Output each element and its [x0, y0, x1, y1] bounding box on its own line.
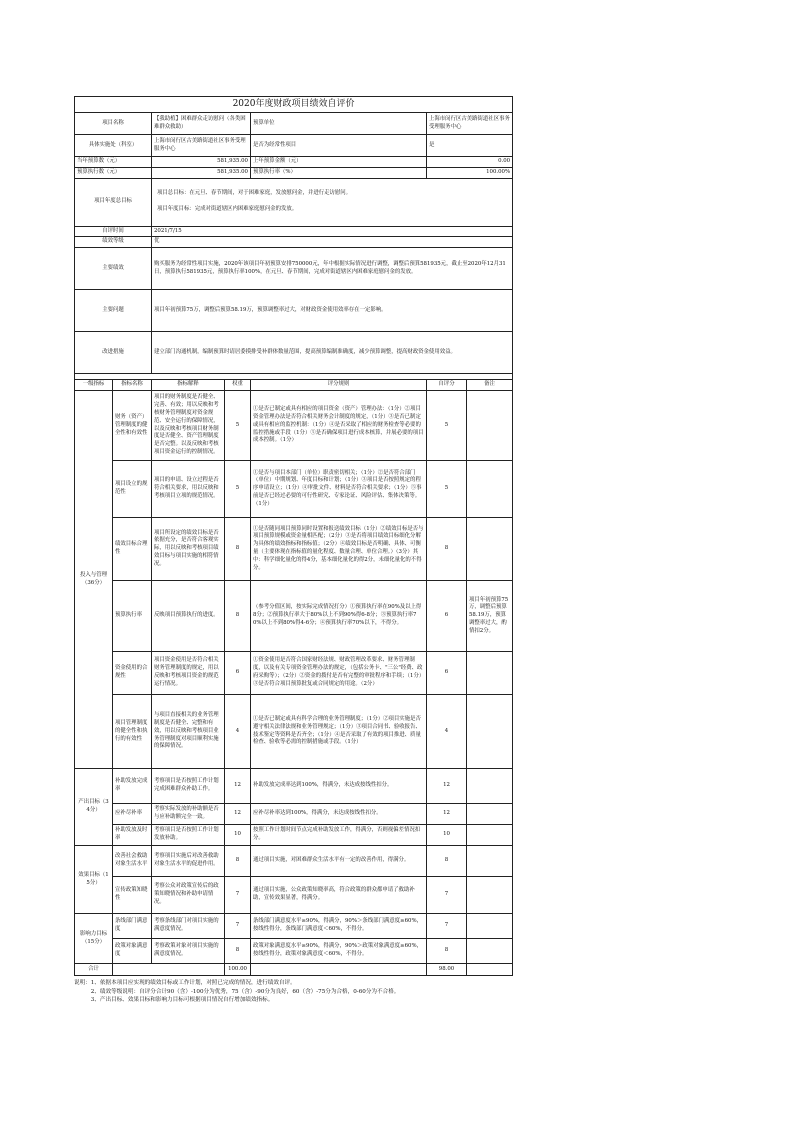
header-indicator: 指标名称 [113, 380, 152, 391]
indicator-score: 5 [427, 391, 467, 461]
page-title: 2020年度财政项目绩效自评价 [75, 97, 513, 113]
indicator-row [75, 825, 513, 846]
note-line: 说明：1、依据本项目应实现的绩效目标或工作计划，对照已完成的情况，进行绩效自评。 [74, 980, 296, 987]
indicator-explain: 考察实际发放的补助额是否与应补助额完全一致。 [152, 804, 225, 825]
indicator-row [75, 846, 513, 877]
indicator-remark [467, 461, 513, 518]
total-weight: 100.00 [225, 964, 251, 976]
total-blank [467, 964, 513, 976]
indicator-remark [467, 518, 513, 581]
indicator-remark [467, 825, 513, 846]
exec-rate-label: 预算执行率（%） [251, 167, 427, 178]
indicator-remark [467, 939, 513, 964]
indicator-rule: 条线部门满意度水平≥90%，得满分，90%＞条线部门满意度≥60%，按线性得分，条线部门满意度＜60%，不得分。 [251, 914, 427, 939]
indicator-name: 资金使用的合规性 [113, 652, 152, 695]
grade-value: 优 [152, 237, 513, 248]
indicator-explain: 项目资金使用是否符合相关财务管理制度的规定，用以反映和考核项目资金的规范运行情况。 [152, 652, 225, 695]
evaluation-sheet [74, 96, 512, 1005]
grade-label: 绩效等级 [75, 237, 152, 248]
recurring-value: 是 [427, 135, 513, 157]
note-line: 2、绩效等级说明：自评分合计90（含）-100分为优秀，75（含）-90分为良好，60（含）-75分为合格，0-60分为不合格。 [74, 988, 400, 995]
indicator-name: 财务（资产）管理制度的健全性和有效性 [113, 391, 152, 461]
improve-label: 改进措施 [75, 332, 152, 374]
indicator-row [75, 518, 513, 581]
budget-unit-value: 上海市闵行区古美路街道社区事务受理服务中心 [427, 113, 513, 135]
indicator-score: 5 [427, 461, 467, 518]
indicator-name: 绩效目标合理性 [113, 518, 152, 581]
indicator-explain: 反映项目预算执行的进度。 [152, 581, 225, 652]
indicator-row [75, 939, 513, 964]
indicator-score: 10 [427, 825, 467, 846]
total-blank [113, 964, 225, 976]
indicator-remark [467, 804, 513, 825]
indicator-remark [467, 695, 513, 769]
indicator-remark [467, 769, 513, 804]
indicator-explain: 与项目直接相关的业务管理制度是否健全、完整和有效，用以反映和考核项目业务管理制度对项目顺利实施的保障情况。 [152, 695, 225, 769]
indicator-explain: 项目的申请、设立过程是否符合相关要求，用以反映和考核项目立项的规范情况。 [152, 461, 225, 518]
eval-time-value: 2021/7/15 [152, 226, 513, 237]
indicator-weight: 8 [225, 518, 251, 581]
header-weight: 权重 [225, 380, 251, 391]
main-perf-value: 购买服务为经常性项目实施，2020年该项目年初预算安排750000元，年中根据实际情况进行调整，调整后预算581935元，截止至2020年12月31日，预算执行581935元，预算执行率100%，在元旦、春节期间，完成对街道辖区内困难家庭慰问金的发放。 [152, 248, 513, 290]
indicator-rule: 补助发放完成率达到100%，得满分，未达成按线性扣分。 [251, 769, 427, 804]
indicator-weight: 8 [225, 846, 251, 877]
indicator-rule: ①是否与项目本部门（单位）职责密切相关；（1分）②是否符合部门（单位）中期规划、年度目标和计划；（1分）③项目是否按照规定的程序申请设立；（1分）④审批文件、材料是否符合相关要求；（1分）⑤事前是否已经过必要的可行性研究、专家论证、风险评估、集体决策等。（1分） [251, 461, 427, 518]
notes [74, 979, 512, 1005]
indicator-weight: 10 [225, 825, 251, 846]
total-blank [251, 964, 427, 976]
indicator-name: 项目管理制度的健全性和执行的有效性 [113, 695, 152, 769]
header-remark: 备注 [467, 380, 513, 391]
indicator-row [75, 461, 513, 518]
indicator-name: 预算执行率 [113, 581, 152, 652]
indicator-name: 项目设立的规范性 [113, 461, 152, 518]
indicator-rule: ①是否随同项目预算同时设置和报送绩效目标（1分）②绩效目标是否与项目预算规模或资金量相匹配；（2分）③是否将项目绩效目标细化分解为具体的绩效指标和指标值；（2分）④绩效目标是否明确、具体、可衡量（主要体现在指标值的量化程度、数量合理、单位合理。）（3分）其中：科学细化量化的得4分，基本细化量化的得2分，未细化量化的不得分。 [251, 518, 427, 581]
goal-line-2: 项目年度目标：完成对街道辖区内困难家庭慰问金的发放。 [157, 206, 298, 213]
indicator-score: 4 [427, 695, 467, 769]
dept-value: 上海市闵行区古美路街道社区事务受理服务中心 [152, 135, 251, 157]
indicator-weight: 12 [225, 769, 251, 804]
indicator-score: 8 [427, 518, 467, 581]
indicator-remark [467, 846, 513, 877]
project-name-value: 【我助植】困难群众走访慰问（各类困难群众救助） [152, 113, 251, 135]
indicator-score: 6 [427, 581, 467, 652]
prev-budget-label: 上年预算金额（元） [251, 157, 427, 168]
improve-value: 建立部门沟通机制，编制预算时请居委摸排受补群体数量范围，提高预算编制准确度，减少预算调整，提高财政资金使用效益。 [152, 332, 513, 374]
eval-time-label: 自评时间 [75, 226, 152, 237]
indicator-score: 12 [427, 804, 467, 825]
exec-label: 预算执行数（元） [75, 167, 152, 178]
indicator-rule: ①资金使用是否符合国家财经法规、财政管理改革要求、财务管理制度，以及有关专项资金管理办法的规定，（包括公务卡、"三公"经费、政府采购等）；（2分）②资金的拨付是否有完整的审批程序和手续；（1分）③是否符合项目预算批复或合同规定的用途。（2分） [251, 652, 427, 695]
header-self-score: 自评分 [427, 380, 467, 391]
indicator-rule: （参考分值区间，按实际完成情况打分）①预算执行率在90%及以上得8分；②预算执行率大于80%以上不到90%得6-8分；③预算执行率70%以上不到80%得4-6分；④预算执行率70%以下，不得分。 [251, 581, 427, 652]
indicator-row [75, 914, 513, 939]
indicator-name: 政策对象满意度 [113, 939, 152, 964]
indicator-weight: 8 [225, 581, 251, 652]
indicator-name: 补助发放及时率 [113, 825, 152, 846]
indicator-weight: 5 [225, 391, 251, 461]
indicator-explain: 考察政策对象对项目实施的满意度情况。 [152, 939, 225, 964]
indicator-name: 条线部门满意度 [113, 914, 152, 939]
indicator-rule: ①是否已制定或具有科学合理的业务管理制度；（1分）②项目实施是否遵守相关法律法规和业务管理规定；（1分）③项目合同书、验收报告、技术鉴定等资料是否齐全；（1分）④是否采取了有效的项目推进、质量检查、验收等必需的控制措施或手段。（1分） [251, 695, 427, 769]
indicator-weight: 5 [225, 461, 251, 518]
goal-line-1: 项目总目标：在元旦、春节期间，对于困难家庭，发放慰问金，并进行走访慰问。 [157, 190, 352, 197]
indicator-weight: 7 [225, 914, 251, 939]
indicator-row [75, 877, 513, 914]
goal-label: 项目年度总目标 [75, 178, 152, 226]
exec-value: 581,935.00 [152, 167, 251, 178]
goal-content [152, 178, 513, 226]
indicator-explain: 项目的财务制度是否健全、完善、有效；用以反映和考核财务管理制度对资金规范、安全运行的保障情况，以及反映和考核项目财务制度是否健全、资产管理制度是否完整。以及反映和考核项目资金运行的控制情况。 [152, 391, 225, 461]
group-name: 投入与管理（36分） [75, 391, 113, 769]
indicator-explain: 考察项目是否按照工作计划发放补助。 [152, 825, 225, 846]
indicator-remark: 项目年初预算75万，调整后预算58.19万，预算调整率过大，酌情扣2分。 [467, 581, 513, 652]
indicator-explain: 考察项目实施后对改善救助对象生活水平的促进作用。 [152, 846, 225, 877]
indicator-rule: 政策对象满意度水平≥90%，得满分，90%＞政策对象满意度≥60%，按线性得分，政策对象满意度＜60%，不得分。 [251, 939, 427, 964]
indicator-weight: 12 [225, 804, 251, 825]
indicator-remark [467, 877, 513, 914]
indicator-weight: 6 [225, 652, 251, 695]
evaluation-table [74, 96, 513, 976]
main-issue-value: 项目年初预算75万，调整后预算58.19万，预算调整率过大，对财政资金使用效率存在一定影响。 [152, 290, 513, 332]
header-explain: 指标解释 [152, 380, 225, 391]
recurring-label: 是否为经常性项目 [251, 135, 427, 157]
prev-budget-value: 0.00 [427, 157, 513, 168]
annual-budget-label: 当年预算数（元） [75, 157, 152, 168]
main-perf-label: 主要绩效 [75, 248, 152, 290]
budget-unit-label: 预算单位 [251, 113, 427, 135]
indicator-explain: 项目所设定的绩效目标是否依据充分，是否符合客观实际，用以反映和考核项目绩效目标与项目实施的相符情况。 [152, 518, 225, 581]
indicator-rule: 应补尽补率达到100%，得满分，未达成按线性扣分。 [251, 804, 427, 825]
indicator-row [75, 695, 513, 769]
indicator-weight: 7 [225, 877, 251, 914]
indicator-row [75, 652, 513, 695]
header-level1: 一级指标 [75, 380, 113, 391]
indicator-row [75, 391, 513, 461]
exec-rate-value: 100.00% [427, 167, 513, 178]
indicator-score: 12 [427, 769, 467, 804]
indicator-explain: 考察条线部门对项目实施的满意度情况。 [152, 914, 225, 939]
indicator-rule: 按照工作计划时间节点完成补助发放工作，得满分，否则视偏差情况扣分。 [251, 825, 427, 846]
note-line: 3、产出目标、效果目标和影响力目标可根据项目情况自行增加绩效指标。 [74, 997, 274, 1004]
indicator-weight: 8 [225, 939, 251, 964]
indicator-remark [467, 391, 513, 461]
indicator-remark [467, 914, 513, 939]
indicator-remark [467, 652, 513, 695]
indicator-score: 8 [427, 846, 467, 877]
indicator-rule: 通过项目实施，公众政策知晓率高，符合政策的群众都申请了救助补助，宣传效果显著，得满分。 [251, 877, 427, 914]
total-row [75, 964, 513, 976]
group-name: 影响力目标（15分） [75, 914, 113, 964]
indicator-score: 8 [427, 939, 467, 964]
indicator-score: 6 [427, 652, 467, 695]
indicator-explain: 考察公众对政策宣传后的政策知晓情况和补助申请情况。 [152, 877, 225, 914]
indicator-weight: 4 [225, 695, 251, 769]
indicator-explain: 考察项目是否按照工作计划完成困难群众补助工作。 [152, 769, 225, 804]
indicator-row [75, 769, 513, 804]
header-rule: 评分规则 [251, 380, 427, 391]
indicator-row [75, 804, 513, 825]
indicator-name: 改善社会救助对象生活水平 [113, 846, 152, 877]
indicator-score: 7 [427, 914, 467, 939]
indicator-rule: 通过项目实施，对困难群众生活水平有一定的改善作用，得满分。 [251, 846, 427, 877]
indicator-name: 补助发放完成率 [113, 769, 152, 804]
group-name: 效果目标（15分） [75, 846, 113, 914]
annual-budget-value: 581,935.00 [152, 157, 251, 168]
project-name-label: 项目名称 [75, 113, 152, 135]
indicator-name: 应补尽补率 [113, 804, 152, 825]
group-name: 产出目标（34分） [75, 769, 113, 846]
total-label: 合计 [75, 964, 113, 976]
dept-label: 具体实施处（科室） [75, 135, 152, 157]
indicator-rule: ①是否已制定或具有相应的项目资金（资产）管理办法：（1分）②项目资金管理办法是否符合相关财务会计制度的规定，（1分）③是否已制定或具有相应的监控机制：（1分）④是否采取了相应的财务检查等必要的监控措施或手段（1分）⑤是否确保项目进行成本核算，并展必要的项目成本控制。（1分） [251, 391, 427, 461]
indicator-row [75, 581, 513, 652]
total-score: 98.00 [427, 964, 467, 976]
indicator-score: 7 [427, 877, 467, 914]
main-issue-label: 主要问题 [75, 290, 152, 332]
indicator-name: 宣传政策知晓性 [113, 877, 152, 914]
